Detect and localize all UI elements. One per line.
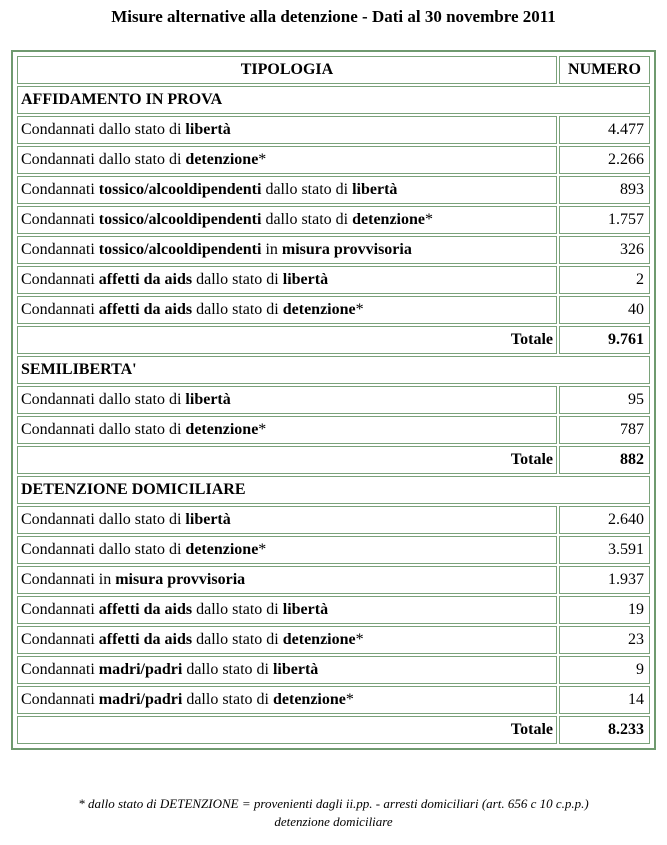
footnote xyxy=(0,795,667,831)
row-label-part: dallo stato di xyxy=(261,181,353,198)
row-label-bold-part: affetti da aids xyxy=(98,601,193,618)
row-value: 40 xyxy=(559,296,650,324)
row-label xyxy=(17,656,557,684)
row-label-bold-part: libertà xyxy=(282,271,329,288)
row-label-part: Condannati xyxy=(21,181,99,198)
row-label-bold-part: detenzione xyxy=(185,541,259,558)
row-value: 326 xyxy=(559,236,650,264)
row-value: 2.266 xyxy=(559,146,650,174)
total-value: 9.761 xyxy=(559,326,650,354)
row-label xyxy=(17,566,557,594)
row-label-part: dallo stato di xyxy=(182,691,273,708)
row-label-part: dallo stato di xyxy=(261,211,353,228)
row-label-part: * xyxy=(258,421,267,438)
row-value: 14 xyxy=(559,686,650,714)
row-label-bold-part: libertà xyxy=(185,391,231,408)
table-row xyxy=(17,176,650,204)
row-value: 2.640 xyxy=(559,506,650,534)
row-label-part: Condannati xyxy=(21,691,99,708)
row-label-bold-part: tossico/alcooldipendenti xyxy=(98,181,262,198)
table-row xyxy=(17,206,650,234)
row-label xyxy=(17,236,557,264)
row-value: 9 xyxy=(559,656,650,684)
row-label-part: Condannati xyxy=(21,631,99,648)
table-row xyxy=(17,536,650,564)
table-row xyxy=(17,146,650,174)
total-value: 8.233 xyxy=(559,716,650,744)
row-label-part: dallo stato di xyxy=(182,661,273,678)
row-label-part: Condannati xyxy=(21,241,99,258)
row-label-part: Condannati xyxy=(21,601,99,618)
total-label: Totale xyxy=(17,326,557,354)
row-label xyxy=(17,416,557,444)
row-label-bold-part: libertà xyxy=(272,661,319,678)
row-label-part: dallo stato di xyxy=(192,631,283,648)
row-value: 893 xyxy=(559,176,650,204)
row-label xyxy=(17,116,557,144)
table-row xyxy=(17,296,650,324)
row-label-part: Condannati dallo stato di xyxy=(21,151,186,168)
row-label-bold-part: detenzione xyxy=(185,421,259,438)
row-label-bold-part: misura provvisoria xyxy=(281,241,412,258)
footnote-line-2: detenzione domiciliare xyxy=(274,814,393,829)
row-label-bold-part: detenzione xyxy=(352,211,425,228)
row-label xyxy=(17,596,557,624)
row-label xyxy=(17,296,557,324)
row-label-bold-part: madri/padri xyxy=(98,661,183,678)
table-row xyxy=(17,656,650,684)
row-value: 95 xyxy=(559,386,650,414)
row-label-part: * xyxy=(258,541,267,558)
table-row xyxy=(17,386,650,414)
row-value: 3.591 xyxy=(559,536,650,564)
row-label-part: Condannati xyxy=(21,301,99,318)
total-label: Totale xyxy=(17,716,557,744)
table-row xyxy=(17,236,650,264)
section-title: SEMILIBERTA' xyxy=(17,356,650,384)
row-label-bold-part: detenzione xyxy=(282,301,356,318)
table-row xyxy=(17,686,650,714)
section-row xyxy=(17,356,650,384)
row-value: 23 xyxy=(559,626,650,654)
row-label-part: * xyxy=(258,151,267,168)
total-row xyxy=(17,446,650,474)
row-label-part: * xyxy=(355,631,364,648)
table-row xyxy=(17,266,650,294)
row-label xyxy=(17,206,557,234)
row-label xyxy=(17,506,557,534)
row-label-part: in xyxy=(261,241,282,258)
footnote-line-1: * dallo stato di DETENZIONE = provenienti dagli ii.pp. - arresti domiciliari (art. 656 c 10 c.p.p.) xyxy=(78,796,589,811)
section-row xyxy=(17,476,650,504)
row-value: 1.757 xyxy=(559,206,650,234)
row-label-bold-part: tossico/alcooldipendenti xyxy=(98,211,262,228)
table-row xyxy=(17,596,650,624)
row-value: 19 xyxy=(559,596,650,624)
row-label-bold-part: madri/padri xyxy=(98,691,183,708)
header-numero: NUMERO xyxy=(559,56,650,84)
row-label-part: * xyxy=(424,211,433,228)
row-label-bold-part: libertà xyxy=(185,511,231,528)
table-row xyxy=(17,116,650,144)
row-label-bold-part: libertà xyxy=(185,121,231,138)
row-label-bold-part: affetti da aids xyxy=(98,301,193,318)
row-label-part: Condannati dallo stato di xyxy=(21,421,186,438)
row-label xyxy=(17,266,557,294)
row-label-bold-part: tossico/alcooldipendenti xyxy=(98,241,262,258)
section-row xyxy=(17,86,650,114)
row-label-part: Condannati xyxy=(21,211,99,228)
table-row xyxy=(17,566,650,594)
total-row xyxy=(17,716,650,744)
section-title: AFFIDAMENTO IN PROVA xyxy=(17,86,650,114)
row-label-part: * xyxy=(355,301,364,318)
row-label-part: dallo stato di xyxy=(192,271,283,288)
row-label-part: Condannati xyxy=(21,271,99,288)
row-label-part: Condannati xyxy=(21,661,99,678)
section-title: DETENZIONE DOMICILIARE xyxy=(17,476,650,504)
row-label-bold-part: libertà xyxy=(352,181,398,198)
row-label xyxy=(17,536,557,564)
row-label xyxy=(17,146,557,174)
row-label xyxy=(17,176,557,204)
row-label-part: Condannati in xyxy=(21,571,116,588)
row-label-part: Condannati dallo stato di xyxy=(21,541,186,558)
table-row xyxy=(17,416,650,444)
row-label xyxy=(17,686,557,714)
table-row xyxy=(17,506,650,534)
row-label-part: dallo stato di xyxy=(192,301,283,318)
row-label-bold-part: detenzione xyxy=(282,631,356,648)
row-value: 1.937 xyxy=(559,566,650,594)
row-label-bold-part: affetti da aids xyxy=(98,631,193,648)
row-label-part: Condannati dallo stato di xyxy=(21,391,186,408)
row-value: 4.477 xyxy=(559,116,650,144)
row-label-part: Condannati dallo stato di xyxy=(21,121,186,138)
row-value: 787 xyxy=(559,416,650,444)
row-value: 2 xyxy=(559,266,650,294)
row-label-bold-part: libertà xyxy=(282,601,329,618)
data-table-frame xyxy=(11,50,656,750)
table-row xyxy=(17,626,650,654)
row-label-bold-part: affetti da aids xyxy=(98,271,193,288)
total-value: 882 xyxy=(559,446,650,474)
total-row xyxy=(17,326,650,354)
row-label-bold-part: detenzione xyxy=(185,151,259,168)
row-label xyxy=(17,386,557,414)
row-label xyxy=(17,626,557,654)
total-label: Totale xyxy=(17,446,557,474)
table-header-row xyxy=(17,56,650,84)
data-table xyxy=(15,54,652,746)
row-label-bold-part: misura provvisoria xyxy=(115,571,246,588)
row-label-part: dallo stato di xyxy=(192,601,283,618)
row-label-part: * xyxy=(345,691,354,708)
page-title: Misure alternative alla detenzione - Dati al 30 novembre 2011 xyxy=(111,7,556,26)
header-tipologia: TIPOLOGIA xyxy=(17,56,557,84)
row-label-part: Condannati dallo stato di xyxy=(21,511,186,528)
row-label-bold-part: detenzione xyxy=(272,691,346,708)
table-body xyxy=(17,86,650,744)
